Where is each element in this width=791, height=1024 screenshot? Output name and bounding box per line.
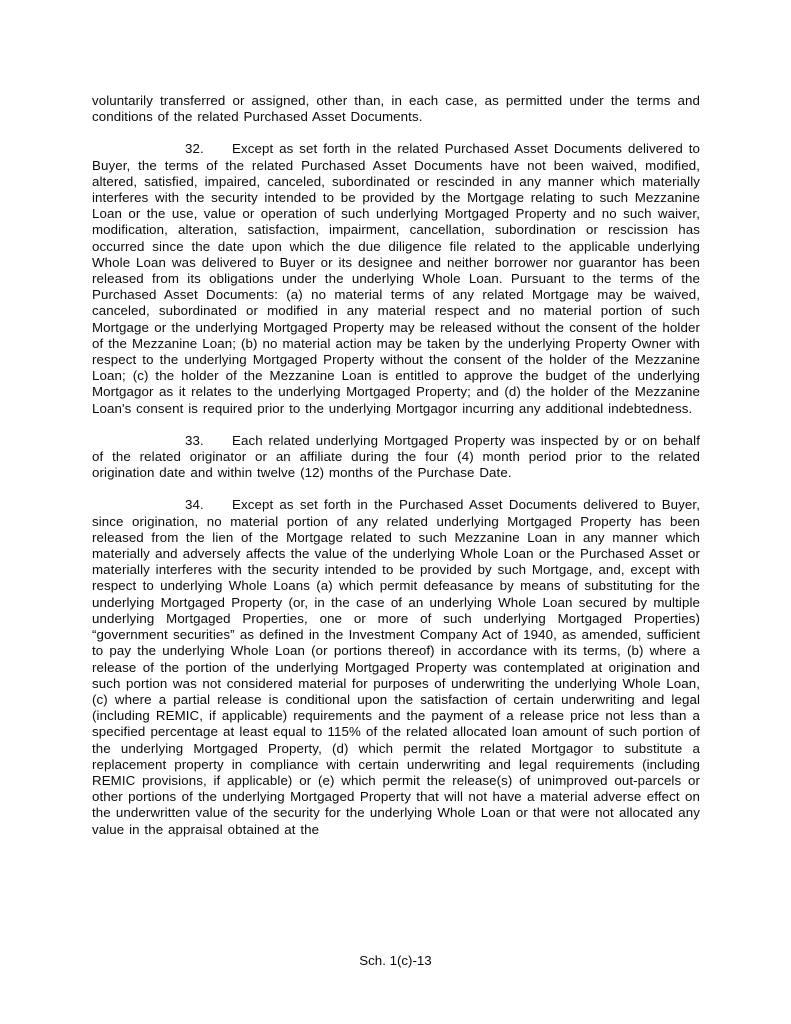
paragraph-34 — [92, 497, 700, 837]
paragraph-32 — [92, 141, 700, 416]
paragraph-text: voluntarily transferred or assigned, other than, in each case, as permitted under the terms and conditions of the related Purchased Asset Documents. — [92, 93, 700, 125]
paragraph-number: 34. — [185, 497, 204, 513]
paragraph-number: 32. — [185, 141, 204, 157]
paragraph-33 — [92, 433, 700, 482]
paragraph-text: Each related underlying Mortgaged Property was inspected by or on behalf of the related originator or an affiliate during the four (4) month period prior to the related origination date and within twelve (12) months of the Purchase Date. — [92, 432, 700, 481]
paragraph-number: 33. — [185, 432, 204, 448]
document-body — [92, 93, 700, 838]
paragraph-text: Except as set forth in the Purchased Asset Documents delivered to Buyer, since origination, no material portion of any related underlying Mortgaged Property has been released from the lien of the Mortgage related to such Mezzanine Loan in any manner which materially and adversely affects the value of the underlying Whole Loan or the Purchased Asset or materially interferes with the security intended to be provided by such Mortgage, and, except with respect to underlying Whole Loans (a) which permit defeasance by means of substituting for the underlying Mortgaged Property (or, in the case of an underlying Whole Loan secured by multiple underlying Mortgaged Properties, one or more of such underlying Mortgaged Properties) “government securities” as defined in the Investment Company Act of 1940, as amended, sufficient to pay the underlying Whole Loan (or portions thereof) in accordance with its terms, (b) where a release of the portion of the underlying Mortgaged Property was contemplated at origination and such portion was not considered material for purposes of underwriting the underlying Whole Loan, (c) where a partial release is conditional upon the satisfaction of certain underwriting and legal (including REMIC, if applicable) requirements and the payment of a release price not less than a specified percentage at least equal to 115% of the related allocated loan amount of such portion of the underlying Mortgaged Property, (d) which permit the related Mortgagor to substitute a replacement property in compliance with certain underwriting and legal requirements (including REMIC provisions, if applicable) or (e) which permit the release(s) of unimproved out-parcels or other portions of the underlying Mortgaged Property that will not have a material adverse effect on the underwritten value of the security for the underlying Whole Loan or that were not allocated any value in the appraisal obtained at the — [92, 497, 700, 837]
page-footer-label: Sch. 1(c)-13 — [359, 953, 432, 968]
paragraph-text: Except as set forth in the related Purchased Asset Documents delivered to Buyer, the terms of the related Purchased Asset Documents have not been waived, modified, altered, satisfied, impaired, canceled, subordinated or rescinded in any manner which materially interferes with the security intended to be provided by the Mortgage relating to such Mezzanine Loan or the use, value or operation of such underlying Mortgaged Property and no such waiver, modification, alteration, satisfaction, impairment, cancellation, subordination or rescission has occurred since the date upon which the due diligence file related to the applicable underlying Whole Loan was delivered to Buyer or its designee and neither borrower nor guarantor has been released from its obligations under the underlying Whole Loan. Pursuant to the terms of the Purchased Asset Documents: (a) no material terms of any related Mortgage may be waived, canceled, subordinated or modified in any material respect and no material portion of such Mortgage or the underlying Mortgaged Property may be released without the consent of the holder of the Mezzanine Loan; (b) no material action may be taken by the underlying Property Owner with respect to the underlying Mortgaged Property without the consent of the holder of the Mezzanine Loan; (c) the holder of the Mezzanine Loan is entitled to approve the budget of the underlying Mortgagor as it relates to the underlying Mortgaged Property; and (d) the holder of the Mezzanine Loan's consent is required prior to the underlying Mortgagor incurring any additional indebtedness. — [92, 141, 700, 416]
paragraph-continuation — [92, 93, 700, 125]
